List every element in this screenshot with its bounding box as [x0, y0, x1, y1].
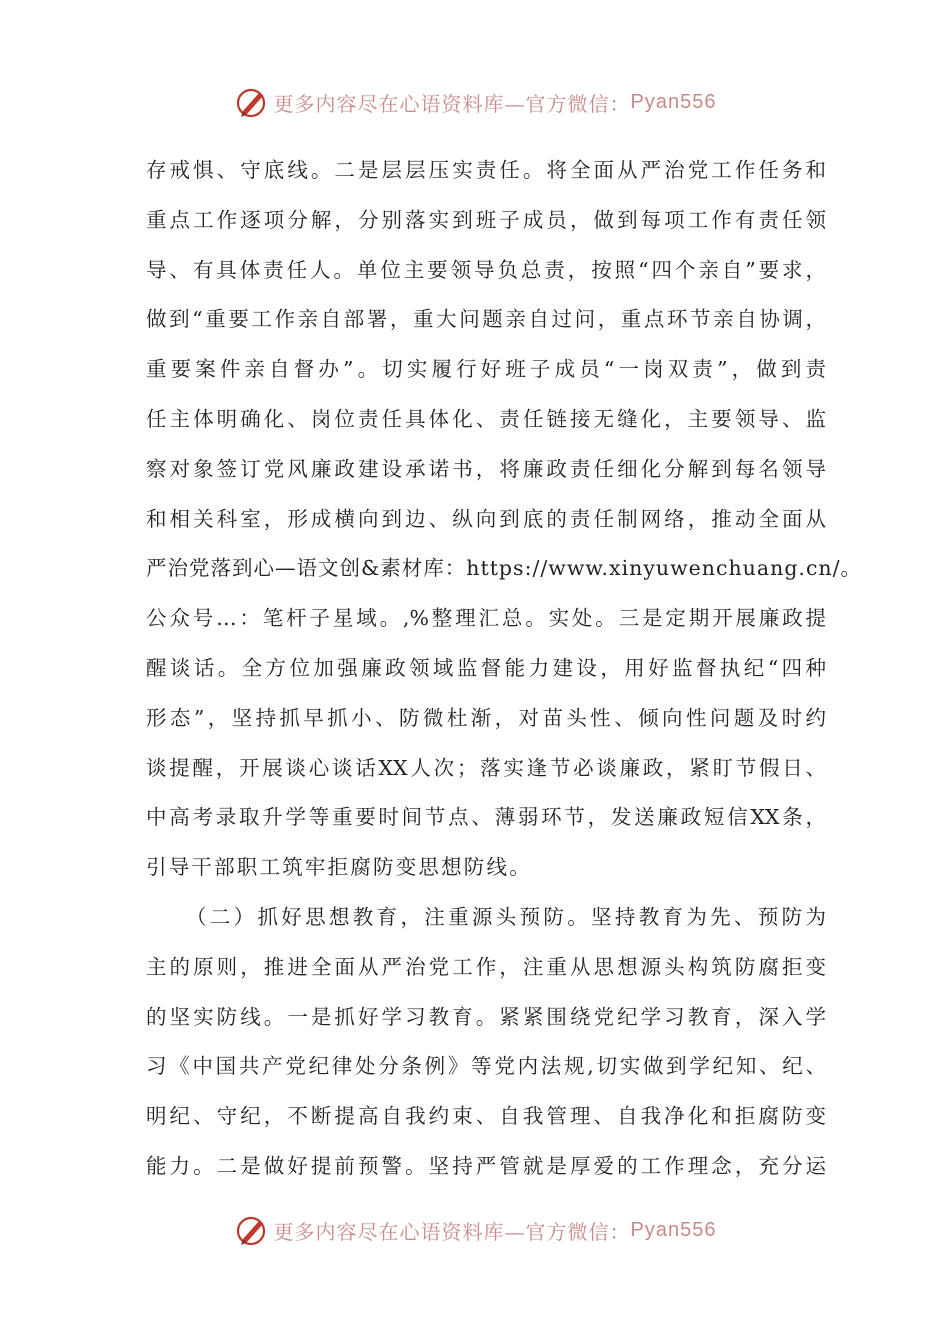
text-line: 做到“重要工作亲自部署，重大问题亲自过问，重点环节亲自协调，	[146, 307, 826, 332]
text-line: 明纪、守纪，不断提高自我约束、自我管理、自我净化和拒腐防变	[146, 1104, 826, 1129]
text-line: 重点工作逐项分解，分别落实到班子成员，做到每项工作有责任领	[146, 207, 826, 232]
document-body	[146, 146, 863, 1192]
text-line: 能力。二是做好提前预警。坚持严管就是厚爱的工作理念，充分运	[146, 1153, 826, 1178]
text-line: 醒谈话。全方位加强廉政领域监督能力建设，用好监督执纪“四种	[146, 655, 826, 680]
watermark-banner-bottom	[0, 1210, 950, 1250]
watermark-banner-top	[0, 82, 950, 122]
text-line-paragraph-start: （二）抓好思想教育，注重源头预防。坚持教育为先、预防为	[186, 904, 826, 929]
text-line: 和相关科室，形成横向到边、纵向到底的责任制网络，推动全面从	[146, 506, 826, 531]
pen-circle-logo-icon	[234, 84, 270, 120]
text-line: 公众号…：笔杆子星域。,%整理汇总。实处。三是定期开展廉政提	[146, 606, 826, 631]
text-line: 存戒惧、守底线。二是层层压实责任。将全面从严治党工作任务和	[146, 158, 826, 182]
text-line: 谈提醒，开展谈心谈话XX人次；落实逢节必谈廉政，紧盯节假日、	[146, 755, 826, 780]
text-line: 形态”，坚持抓早抓小、防微杜渐，对苗头性、倾向性问题及时约	[146, 705, 826, 730]
pen-circle-logo-icon	[234, 1212, 270, 1248]
text-line: 中高考录取升学等重要时间节点、薄弱环节，发送廉政短信XX条，	[146, 805, 826, 830]
text-line: 习《中国共产党纪律处分条例》等党内法规,切实做到学纪知、纪、	[146, 1054, 826, 1079]
watermark-text: 更多内容尽在心语资料库—官方微信：	[273, 91, 631, 116]
watermark-wechat-id: Pyan556	[630, 1218, 717, 1241]
text-line-paragraph-end: 引导干部职工筑牢拒腐防变思想防线。	[146, 855, 532, 880]
text-line: 主的原则，推进全面从严治党工作，注重从思想源头构筑防腐拒变	[146, 954, 826, 979]
text-line: 察对象签订党风廉政建设承诺书，将廉政责任细化分解到每名领导	[146, 456, 826, 481]
text-line-url: 严治党落到心—语文创&素材库：https://www.xinyuwenchuang.cn/。	[146, 556, 863, 581]
text-line: 的坚实防线。一是抓好学习教育。紧紧围绕党纪学习教育，深入学	[146, 1004, 826, 1029]
text-line: 任主体明确化、岗位责任具体化、责任链接无缝化，主要领导、监	[146, 406, 826, 431]
watermark-text: 更多内容尽在心语资料库—官方微信：	[273, 1219, 631, 1244]
watermark-wechat-id: Pyan556	[630, 90, 717, 113]
text-line: 重要案件亲自督办”。切实履行好班子成员“一岗双责”，做到责	[146, 357, 826, 382]
text-line: 导、有具体责任人。单位主要领导负总责，按照“四个亲自”要求，	[146, 257, 826, 282]
